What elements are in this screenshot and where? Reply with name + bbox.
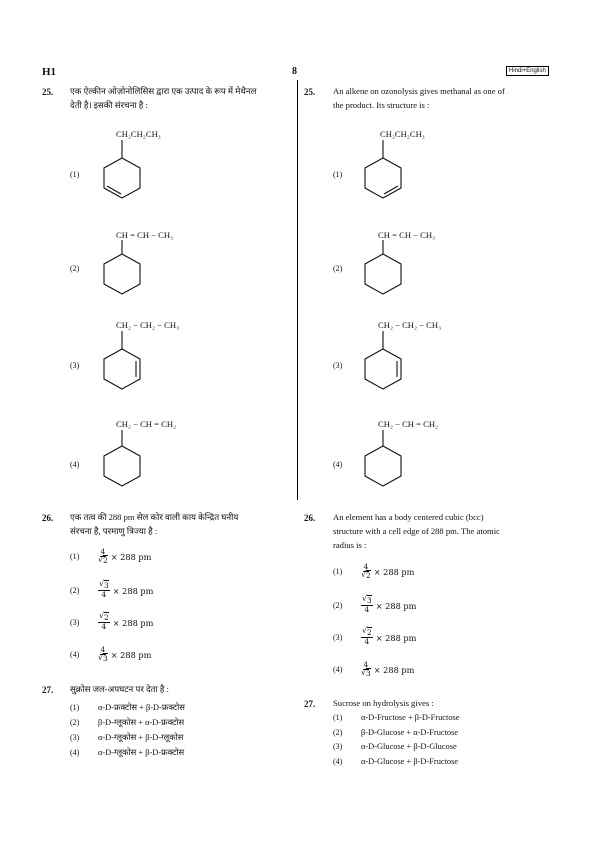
q26-hi-opt1-num: 4 [100, 547, 106, 556]
q25-hi-opt2-formula: CH = CH − CH₃ [116, 230, 174, 240]
q26-hi-opt4-num: 4 [100, 645, 106, 654]
q27-en-opt2-label: (2) [333, 727, 343, 737]
q27-number-en: 27. [304, 699, 316, 709]
q26-en-opt4-label: (4) [333, 665, 343, 674]
q27-hi-opt4-text: α-D-ग्लूकोस + β-D-फ्रक्टोस [98, 748, 185, 757]
q27-hindi-options [70, 700, 185, 760]
page-number: 8 [292, 66, 297, 77]
q25-hi-opt1-structure [100, 140, 144, 200]
q26-hi-opt2-num: 3 [104, 581, 109, 590]
q26-number-en: 26. [304, 513, 316, 523]
q27-en-opt2-text: β-D-Glucose + α-D-Fructose [361, 727, 459, 737]
q26-text-english-line2: structure with a cell edge of 288 pm. The atomic [333, 526, 500, 536]
q25-text-hindi [70, 84, 292, 112]
q26-en-opt4-den: 3 [366, 669, 371, 678]
q26-en-opt1-fraction [361, 563, 371, 580]
q25-en-opt1-structure [361, 140, 405, 200]
q27-text-english: Sucrose on hydrolysis gives : [333, 698, 434, 708]
q26-en-opt4-fraction [361, 661, 371, 678]
paper-code: H1 [42, 66, 57, 78]
q25-hi-opt4-label: (4) [70, 460, 80, 469]
q27-hi-opt3-text: α-D-ग्लूकोस + β-D-ग्लूकोस [98, 733, 184, 742]
q25-hi-opt4-formula: CH₂ − CH = CH₂ [116, 419, 177, 429]
q26-en-opt4-suffix: × 288 pm [373, 664, 415, 675]
q26-text-english-line3: radius is : [333, 540, 367, 550]
q25-en-opt1-label: (1) [333, 170, 343, 179]
q26-hi-opt3-suffix: × 288 pm [112, 617, 154, 628]
q26-hi-opt4-fraction [98, 646, 108, 663]
q25-hi-opt3-formula: CH₂ − CH₂ − CH₃ [116, 320, 180, 330]
q25-en-opt4-structure [361, 430, 405, 490]
q27-hi-opt1 [70, 700, 185, 715]
q27-hi-opt4-label: (4) [70, 748, 80, 757]
q26-en-opt2-num: 3 [367, 596, 372, 605]
q26-text-english [333, 510, 558, 552]
q27-en-opt3-text: α-D-Glucose + β-D-Glucose [361, 742, 457, 751]
q26-hi-opt2-suffix: × 288 pm [112, 585, 154, 596]
q26-hi-opt2-den: 4 [101, 590, 107, 599]
q26-en-opt2-fraction [361, 597, 373, 614]
q26-text-english-line1: An element has a body centered cubic (bcc) [333, 512, 484, 522]
language-tag: Hindi+English [506, 66, 549, 76]
q26-en-opt3-suffix: × 288 pm [375, 632, 417, 643]
q26-en-opt2-label: (2) [333, 601, 343, 610]
q25-en-opt4-formula: CH₂ − CH = CH₂ [378, 419, 439, 429]
q26-en-opt2 [333, 597, 416, 614]
q26-hi-opt1-fraction [98, 548, 108, 565]
q25-text-hindi-line1: एक ऐल्कीन ओज़ोनोलिसिस द्वारा एक उत्पाद के रूप में मेथैनल [70, 86, 257, 96]
q26-en-opt3-label: (3) [333, 633, 343, 642]
q25-hi-opt1-label: (1) [70, 170, 80, 179]
q26-hi-opt4-suffix: × 288 pm [110, 649, 152, 660]
q26-text-hindi-line1: एक तत्व की 288 pm सेल कोर वाली काय केन्द्रित घनीय [70, 512, 239, 522]
q27-en-opt1-text: α-D-Fructose + β-D-Fructose [361, 713, 460, 722]
q25-text-english [333, 84, 558, 112]
q25-hi-opt3-label: (3) [70, 361, 80, 370]
q27-en-opt3-label: (3) [333, 742, 343, 751]
q25-en-opt3-structure [361, 331, 405, 391]
q25-en-opt4-label: (4) [333, 460, 343, 469]
q26-en-opt2-den: 4 [364, 605, 370, 614]
q25-text-english-line2: the product. Its structure is : [333, 100, 430, 110]
column-divider [297, 80, 298, 500]
q25-hi-opt2-label: (2) [70, 264, 80, 273]
q25-en-opt3-formula: CH₂ − CH₂ − CH₃ [378, 320, 442, 330]
q25-hi-opt4-structure [100, 430, 144, 490]
q26-en-opt1-num: 4 [363, 562, 369, 571]
q26-hi-opt4 [70, 646, 151, 663]
q26-en-opt2-suffix: × 288 pm [375, 600, 417, 611]
q26-hi-opt3-num: 2 [104, 613, 109, 622]
q25-number-en: 25. [304, 87, 316, 97]
q26-en-opt3-num: 2 [367, 628, 372, 637]
q26-en-opt3-den: 4 [364, 637, 370, 646]
q26-hi-opt4-den: 3 [103, 654, 108, 663]
q27-en-opt4 [333, 755, 460, 770]
q26-hi-opt1 [70, 548, 151, 565]
q26-en-opt1-den: 2 [366, 571, 371, 580]
q25-hi-opt2-structure [100, 240, 144, 300]
q25-en-opt2-structure [361, 240, 405, 300]
q26-en-opt3-fraction [361, 629, 373, 646]
q26-hi-opt2 [70, 582, 153, 599]
q25-en-opt2-label: (2) [333, 264, 343, 273]
q27-en-opt2 [333, 726, 460, 741]
q26-hi-opt3 [70, 614, 153, 631]
q27-text-hindi: सुक्रोस जल-अपघटन पर देता है : [70, 684, 169, 694]
q27-hi-opt1-label: (1) [70, 703, 80, 712]
q25-hi-opt1-formula: CH₂CH₂CH₃ [116, 129, 161, 139]
q26-hi-opt1-den: 2 [103, 556, 108, 565]
q27-hi-opt3 [70, 730, 185, 745]
q26-en-opt1-suffix: × 288 pm [373, 566, 415, 577]
q27-en-opt1 [333, 711, 460, 726]
q26-text-hindi-line2: संरचना है, परमाणु त्रिज्या है : [70, 526, 158, 536]
q26-hi-opt3-fraction [98, 614, 110, 631]
q26-en-opt3 [333, 629, 416, 646]
q26-en-opt4-num: 4 [363, 660, 369, 669]
q27-hi-opt2-text: β-D-ग्लूकोस + α-D-फ्रक्टोस [98, 718, 185, 727]
q27-en-opt4-label: (4) [333, 756, 343, 766]
q27-hi-opt3-label: (3) [70, 733, 80, 742]
q27-number-hi: 27. [42, 685, 54, 695]
q27-hi-opt4 [70, 745, 185, 760]
q27-en-opt4-text: α-D-Glucose + β-D-Fructose [361, 756, 459, 766]
q26-hi-opt2-label: (2) [70, 586, 80, 595]
q25-en-opt1-formula: CH₂CH₂CH₃ [380, 129, 425, 139]
q26-hi-opt1-suffix: × 288 pm [110, 551, 152, 562]
q25-text-english-line1: An alkene on ozonolysis gives methanal as one of [333, 86, 505, 96]
q25-en-opt3-label: (3) [333, 361, 343, 370]
q27-en-opt1-label: (1) [333, 713, 343, 722]
q27-hi-opt2 [70, 715, 185, 730]
q25-hi-opt3-structure [100, 331, 144, 391]
q26-hi-opt1-label: (1) [70, 552, 80, 561]
q26-en-opt1-label: (1) [333, 567, 343, 576]
q26-hi-opt4-label: (4) [70, 650, 80, 659]
q25-number-hi: 25. [42, 87, 54, 97]
q26-hi-opt3-den: 4 [101, 622, 107, 631]
q27-english-options [333, 711, 460, 769]
q26-en-opt4 [333, 661, 414, 678]
q26-en-opt1 [333, 563, 414, 580]
q26-number-hi: 26. [42, 513, 54, 523]
q26-text-hindi [70, 510, 295, 538]
q26-hi-opt2-fraction [98, 582, 110, 599]
q27-hi-opt1-text: α-D-फ्रक्टोस + β-D-फ्रक्टोस [98, 703, 185, 712]
q27-en-opt3 [333, 740, 460, 755]
q25-en-opt2-formula: CH = CH − CH₃ [378, 230, 436, 240]
q26-hi-opt3-label: (3) [70, 618, 80, 627]
q27-hi-opt2-label: (2) [70, 718, 80, 727]
q25-text-hindi-line2: देती है। इसकी संरचना है : [70, 100, 148, 110]
